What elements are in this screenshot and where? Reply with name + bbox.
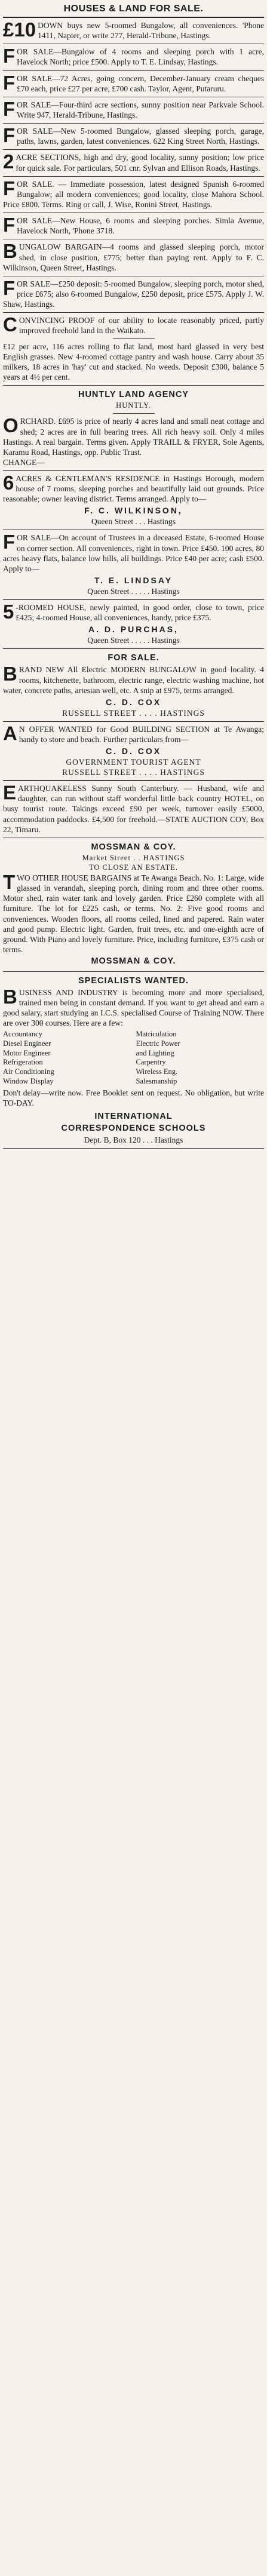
ad-huntly-land-agency xyxy=(3,386,264,471)
ad-ten-pound-down xyxy=(3,18,264,44)
ad-spanish-bungalow xyxy=(3,177,264,213)
course-item: Air Conditioning xyxy=(3,1067,54,1076)
drop-cap: O xyxy=(3,414,19,437)
agent-address: RUSSELL STREET . . . . HASTINGS xyxy=(62,767,205,777)
ad-parkvale-sections xyxy=(3,97,264,124)
ad-body: N OFFER WANTED for Good BUILDING SECTION at Te Awanga; handy to store and beach. Further particulars from— xyxy=(19,724,264,744)
ad-offer-wanted xyxy=(3,722,264,781)
drop-cap: B xyxy=(3,663,17,685)
ad-bungalow-bargain xyxy=(3,239,264,276)
ad-heading: TO CLOSE AN ESTATE. xyxy=(88,863,179,872)
agent-address: Queen Street . . . . . Hastings xyxy=(87,635,180,645)
course-item: Carpentry xyxy=(136,1058,166,1067)
ad-body: RCHARD. £695 is price of nearly 4 acres land and small neat cottage and shed; 2 acres are in full bearing trees. All rich heavy soil. Only 4 miles Hastings. A real bargain. Terms given. Apply TRAILL & FRYER, Sole Agents, Karamu Road, Hastings, opp. Public Trust. xyxy=(3,417,264,457)
classified-page xyxy=(3,0,264,1149)
school-address: Dept. B, Box 120 . . . Hastings xyxy=(84,1135,183,1145)
ad-body: ARTHQUAKELESS Sunny South Canterbury. — Husband, wife and daughter, can run without staff wonderful little back country HOTEL, on busy tourist route. Takings exceed £90 per week, turnover easily £5000, accommodation paddocks. £4,500 for freehold.—STATE AUCTION COY, Box 22, Timaru. xyxy=(3,784,264,834)
drop-cap: F xyxy=(3,276,16,299)
ad-detail: £12 per acre, 116 acres rolling to flat land, most hard glassed in very best English grasses. New 4-roomed cottage pantry and wash house. Carry about 35 milkers, 18 acres in 'hay' cut and stacked. No weeds. Deposit £300, balance 5 years at 4½ per cent. xyxy=(3,341,264,381)
course-item: and Lighting xyxy=(136,1048,174,1057)
agency-title: HUNTLY LAND AGENCY xyxy=(78,390,189,400)
ad-specialists-wanted xyxy=(3,972,264,1149)
drop-cap: E xyxy=(3,781,17,804)
ad-title: FOR SALE. xyxy=(108,653,159,663)
ad-convincing-proof xyxy=(3,313,264,386)
drop-cap: A xyxy=(3,722,17,744)
ad-deposit-250 xyxy=(3,276,264,313)
drop-cap: 6 xyxy=(3,472,14,494)
ad-body: RAND NEW All Electric MODERN BUNGALOW in good locality. 4 rooms, kitchenette, bathroom, electric range, electric washing machine, hot water, concrete paths, artesian well, etc. A snip at £975, terms arranged. xyxy=(3,665,264,695)
drop-cap: F xyxy=(3,124,16,147)
ad-tag: CHANGE— xyxy=(3,457,45,467)
agency-footer: MOSSMAN & COY. xyxy=(91,956,176,967)
drop-cap: B xyxy=(3,985,17,1008)
ad-body: USINESS AND INDUSTRY is becoming more and more specialised, trained men being in constant demand. If you want to get ahead and earn a good salary, start studying an I.C.S. specialised Course of Training NOW. There are over 300 courses. Here are a few: xyxy=(3,987,264,1028)
ad-body: OR SALE—On account of Trustees in a deceased Estate, 6-roomed House on corner section. All conveniences, right in town. Price £450. 100 acres, 80 acres heavy flats, balance low hills, all buildings. Price £40 per acre; cash £500. Apply to— xyxy=(3,533,264,573)
drop-cap: F xyxy=(3,97,16,120)
ad-two-acre-sections xyxy=(3,150,264,176)
agent-name: A. D. PURCHAS, xyxy=(88,624,179,635)
ad-simla-avenue xyxy=(3,213,264,239)
ad-seventy-two-acres xyxy=(3,71,264,97)
section-masthead: HOUSES & LAND FOR SALE. xyxy=(3,0,264,18)
drop-cap: F xyxy=(3,71,16,94)
agency-town: HUNTLY. xyxy=(116,401,151,410)
agent-address: Queen Street . . . . . Hastings xyxy=(87,586,180,596)
ad-body: OR SALE—New House, 6 rooms and sleeping porches. Simla Avenue, Havelock North, 'Phone 3718. xyxy=(17,216,264,236)
course-item: Matriculation xyxy=(136,1030,177,1039)
agent-name: T. E. LINDSAY xyxy=(94,575,173,585)
school-name: INTERNATIONAL xyxy=(94,1111,173,1121)
ad-title: SPECIALISTS WANTED. xyxy=(78,975,189,986)
ad-trustees-estate xyxy=(3,530,264,599)
course-item: Window Display xyxy=(3,1076,54,1085)
drop-cap: B xyxy=(3,240,17,263)
ad-body: OR SALE—72 Acres, going concern, December-January cream cheques £70 each, price £27 per acre, £700 cash. Taylor, Agent, Putaruru. xyxy=(17,73,264,93)
ad-body: UNGALOW BARGAIN—4 rooms and glassed sleeping porch, motor shed, in close position, £775; better than paying rent. Apply to F. C. Wilkinson, Queen Street, Hastings. xyxy=(3,242,264,272)
ad-body: ACRE SECTIONS, high and dry, good locality, sunny position; low price for quick sale. For particulars, 501 cnr. Sylvan and Ellison Roads, Hastings. xyxy=(16,153,264,173)
divider xyxy=(113,338,155,339)
course-item: Motor Engineer xyxy=(3,1048,51,1057)
drop-cap: 2 xyxy=(3,150,14,173)
course-list xyxy=(3,1030,264,1086)
ad-new-bungalow-king-st xyxy=(3,124,264,150)
ad-tail: Don't delay—write now. Free Booklet sent on request. No obligation, but write TO-DAY. xyxy=(3,1088,264,1108)
course-item: Electric Power xyxy=(136,1039,180,1048)
ad-body: OR SALE. — Immediate possession, latest designed Spanish 6-roomed Bungalow; all modern conveniences; good locality, close Mahora School. Price £800. Terms. Ring or call, J. Wise, Ronini Street, Hastings. xyxy=(3,179,264,209)
ad-mossman-coy xyxy=(3,838,264,972)
agent-address: Queen Street . . . Hastings xyxy=(91,517,176,527)
school-name-line2: CORRESPONDENCE SCHOOLS xyxy=(61,1123,206,1133)
drop-cap: F xyxy=(3,531,16,553)
ad-body: OR SALE—Bungalow of 4 rooms and sleeping porch with 1 acre, Havelock North; price £500. Apply to T. E. Lindsay, Hastings. xyxy=(17,47,264,67)
agency-address: Market Street . . HASTINGS xyxy=(82,854,185,863)
agent-name: C. D. COX xyxy=(105,697,162,707)
drop-cap: T xyxy=(3,870,16,893)
ad-body: WO OTHER HOUSE BARGAINS at Te Awanga Beach. No. 1: Large, wide glassed in verandah, sleeping porch, dining room and three other rooms. Motor shed, rain water tank and lovely garden. Price £260 complete with all furniture. The lot for £225 cash, or terms. No. 2: Five good rooms and conveniences. Wooden floors, all rooms ceiled, lined and papered. Rain water and good pump. Electric light. Garden, fruit trees, etc. and one-eighth acre of ground. With Piano and lovely furniture. Price, including furniture, £375 cash or terms. xyxy=(3,873,264,954)
ad-body: OR SALE—New 5-roomed Bungalow, glassed sleeping porch, garage, paths, lawns, garden, latest conveniences. 622 King Street North, Hastings. xyxy=(17,127,264,146)
ad-earthquakeless xyxy=(3,781,264,838)
ad-bungalow-acre xyxy=(3,44,264,70)
drop-cap: F xyxy=(3,177,16,199)
agent-name: F. C. WILKINSON, xyxy=(84,506,183,516)
agent-address: RUSSELL STREET . . . . HASTINGS xyxy=(62,708,205,718)
agency-title: MOSSMAN & COY. xyxy=(91,842,176,852)
ad-body: OR SALE—£250 deposit: 5-roomed Bungalow, sleeping porch, motor shed, price £675; also 6-roomed Bungalow, £250 deposit, price £575. Apply J. W. Shaw, Hastings. xyxy=(3,279,264,309)
drop-cap: F xyxy=(3,214,16,236)
course-item: Wireless Eng. xyxy=(136,1067,178,1076)
drop-cap: 5 xyxy=(3,600,14,623)
drop-cap: £10 xyxy=(3,19,36,41)
course-item: Accountancy xyxy=(3,1030,42,1039)
ad-body: DOWN buys new 5-roomed Bungalow, all conveniences. 'Phone 1411, Napier, or write 277, Herald-Tribune, Hastings. xyxy=(38,21,264,41)
agent-role: GOVERNMENT TOURIST AGENT xyxy=(66,757,201,767)
course-item: Salesmanship xyxy=(136,1076,177,1085)
ad-body: -ROOMED HOUSE, newly painted, in good order, close to town, price £425; 4-roomed House, all conveniences, handy, price £375. xyxy=(16,602,264,622)
ad-five-roomed-house xyxy=(3,600,264,649)
ad-body: OR SALE—Four-third acre sections, sunny position near Parkvale School. Write 947, Herald-Tribune, Hastings. xyxy=(17,100,264,119)
ad-body: ACRES & GENTLEMAN'S RESIDENCE in Hastings Borough, modern house of 7 rooms, sleeping porches and beautifully laid out grounds. Price reasonable; owner leaving district. Terms arranged. Apply to— xyxy=(3,474,264,504)
divider xyxy=(113,413,155,414)
drop-cap: F xyxy=(3,45,16,67)
course-item: Refrigeration xyxy=(3,1058,43,1067)
course-item: Diesel Engineer xyxy=(3,1039,51,1048)
agent-name: C. D. COX xyxy=(105,746,162,756)
ad-brand-new-bungalow xyxy=(3,649,264,722)
ad-gentlemans-residence xyxy=(3,471,264,530)
ad-body: ONVINCING PROOF of our ability to locate reasonably priced, partly improved freehold land in the Waikato. xyxy=(19,316,264,336)
drop-cap: C xyxy=(3,313,17,336)
